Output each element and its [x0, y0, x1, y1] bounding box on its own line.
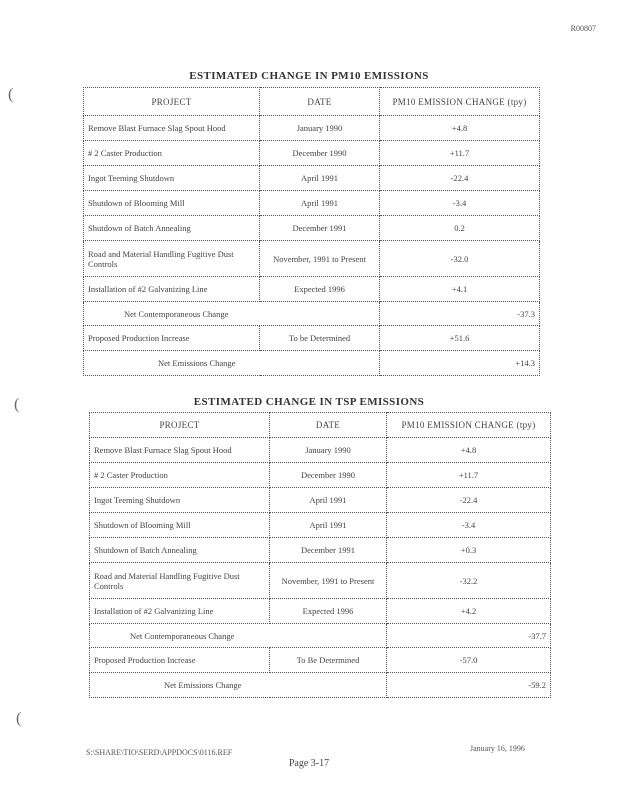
project-cell: Shutdown of Batch Annealing — [84, 216, 260, 241]
net-emissions-row — [90, 673, 551, 698]
column-header-change: PM10 EMISSION CHANGE (tpy) — [387, 413, 551, 438]
net-emissions-value: -59.2 — [387, 673, 551, 698]
footer-file-path: S:\SHARE\TIO\SERD\APPDOCS\0116.REF — [86, 748, 233, 757]
project-cell: Ingot Teeming Shutdown — [90, 488, 270, 513]
net-contemporaneous-value: -37.3 — [380, 302, 540, 326]
change-cell: 0.2 — [380, 216, 540, 241]
column-header-project: PROJECT — [90, 413, 270, 438]
date-cell: December 1990 — [270, 463, 387, 488]
project-cell: Proposed Production Increase — [84, 326, 260, 351]
table-row — [84, 326, 540, 351]
table2-title: ESTIMATED CHANGE IN TSP EMISSIONS — [193, 396, 425, 408]
date-cell: Expected 1996 — [270, 599, 387, 624]
column-header-date: DATE — [270, 413, 387, 438]
change-cell: +51.6 — [380, 326, 540, 351]
net-contemporaneous-value: -37.7 — [387, 624, 551, 648]
project-cell: Installation of #2 Galvanizing Line — [90, 599, 270, 624]
net-contemporaneous-row — [90, 624, 551, 648]
change-cell: +4.1 — [380, 277, 540, 302]
date-cell: April 1991 — [270, 488, 387, 513]
date-cell: Expected 1996 — [260, 277, 380, 302]
change-cell: +4.2 — [387, 599, 551, 624]
table-row — [90, 438, 551, 463]
change-cell: +4.8 — [380, 116, 540, 141]
project-cell: # 2 Caster Production — [90, 463, 270, 488]
net-emissions-label: Net Emissions Change — [90, 673, 387, 698]
tsp-emissions-table — [89, 412, 551, 698]
pm10-emissions-table — [83, 87, 540, 376]
change-cell: -32.2 — [387, 563, 551, 599]
change-cell: +0.3 — [387, 538, 551, 563]
table-row — [90, 563, 551, 599]
date-cell: December 1991 — [260, 216, 380, 241]
project-cell: Shutdown of Blooming Mill — [90, 513, 270, 538]
net-emissions-row — [84, 351, 540, 376]
change-cell: -32.0 — [380, 241, 540, 277]
project-cell: # 2 Caster Production — [84, 141, 260, 166]
page-number: Page 3-17 — [288, 758, 330, 769]
date-cell: December 1991 — [270, 538, 387, 563]
table-row — [90, 513, 551, 538]
net-contemporaneous-label: Net Contemporaneous Change — [84, 302, 380, 326]
binder-hole-mark: ( — [14, 396, 20, 413]
net-emissions-label: Net Emissions Change — [84, 351, 380, 376]
table-row — [90, 599, 551, 624]
table-row — [84, 277, 540, 302]
project-cell: Road and Material Handling Fugitive Dust Controls — [90, 563, 270, 599]
column-header-date: DATE — [260, 88, 380, 116]
table-row — [84, 116, 540, 141]
change-cell: -3.4 — [380, 191, 540, 216]
project-cell: Remove Blast Furnace Slag Spout Hood — [90, 438, 270, 463]
change-cell: -57.0 — [387, 648, 551, 673]
table-row — [90, 538, 551, 563]
project-cell: Proposed Production Increase — [90, 648, 270, 673]
project-cell: Installation of #2 Galvanizing Line — [84, 277, 260, 302]
table-row — [84, 191, 540, 216]
table-row — [90, 488, 551, 513]
project-cell: Shutdown of Batch Annealing — [90, 538, 270, 563]
table-row — [84, 166, 540, 191]
net-emissions-value: +14.3 — [380, 351, 540, 376]
document-id: R00807 — [570, 24, 596, 33]
column-header-change: PM10 EMISSION CHANGE (tpy) — [380, 88, 540, 116]
table-header-row — [84, 88, 540, 116]
column-header-project: PROJECT — [84, 88, 260, 116]
change-cell: -22.4 — [387, 488, 551, 513]
change-cell: -3.4 — [387, 513, 551, 538]
table-row — [84, 241, 540, 277]
binder-hole-mark: ( — [16, 710, 22, 727]
date-cell: April 1991 — [270, 513, 387, 538]
change-cell: +4.8 — [387, 438, 551, 463]
project-cell: Shutdown of Blooming Mill — [84, 191, 260, 216]
date-cell: November, 1991 to Present — [260, 241, 380, 277]
date-cell: To be Determined — [260, 326, 380, 351]
change-cell: +11.7 — [380, 141, 540, 166]
date-cell: December 1990 — [260, 141, 380, 166]
table-row — [84, 216, 540, 241]
binder-hole-mark: ( — [8, 86, 14, 103]
table-row — [90, 648, 551, 673]
net-contemporaneous-row — [84, 302, 540, 326]
table-header-row — [90, 413, 551, 438]
table-row — [90, 463, 551, 488]
net-contemporaneous-label: Net Contemporaneous Change — [90, 624, 387, 648]
date-cell: January 1990 — [260, 116, 380, 141]
project-cell: Road and Material Handling Fugitive Dust Controls — [84, 241, 260, 277]
footer-date: January 16, 1996 — [470, 744, 525, 753]
date-cell: November, 1991 to Present — [270, 563, 387, 599]
date-cell: April 1991 — [260, 166, 380, 191]
date-cell: April 1991 — [260, 191, 380, 216]
change-cell: -22.4 — [380, 166, 540, 191]
project-cell: Ingot Teeming Shutdown — [84, 166, 260, 191]
change-cell: +11.7 — [387, 463, 551, 488]
table1-title: ESTIMATED CHANGE IN PM10 EMISSIONS — [189, 70, 429, 82]
date-cell: To Be Determined — [270, 648, 387, 673]
date-cell: January 1990 — [270, 438, 387, 463]
project-cell: Remove Blast Furnace Slag Spout Hood — [84, 116, 260, 141]
table-row — [84, 141, 540, 166]
